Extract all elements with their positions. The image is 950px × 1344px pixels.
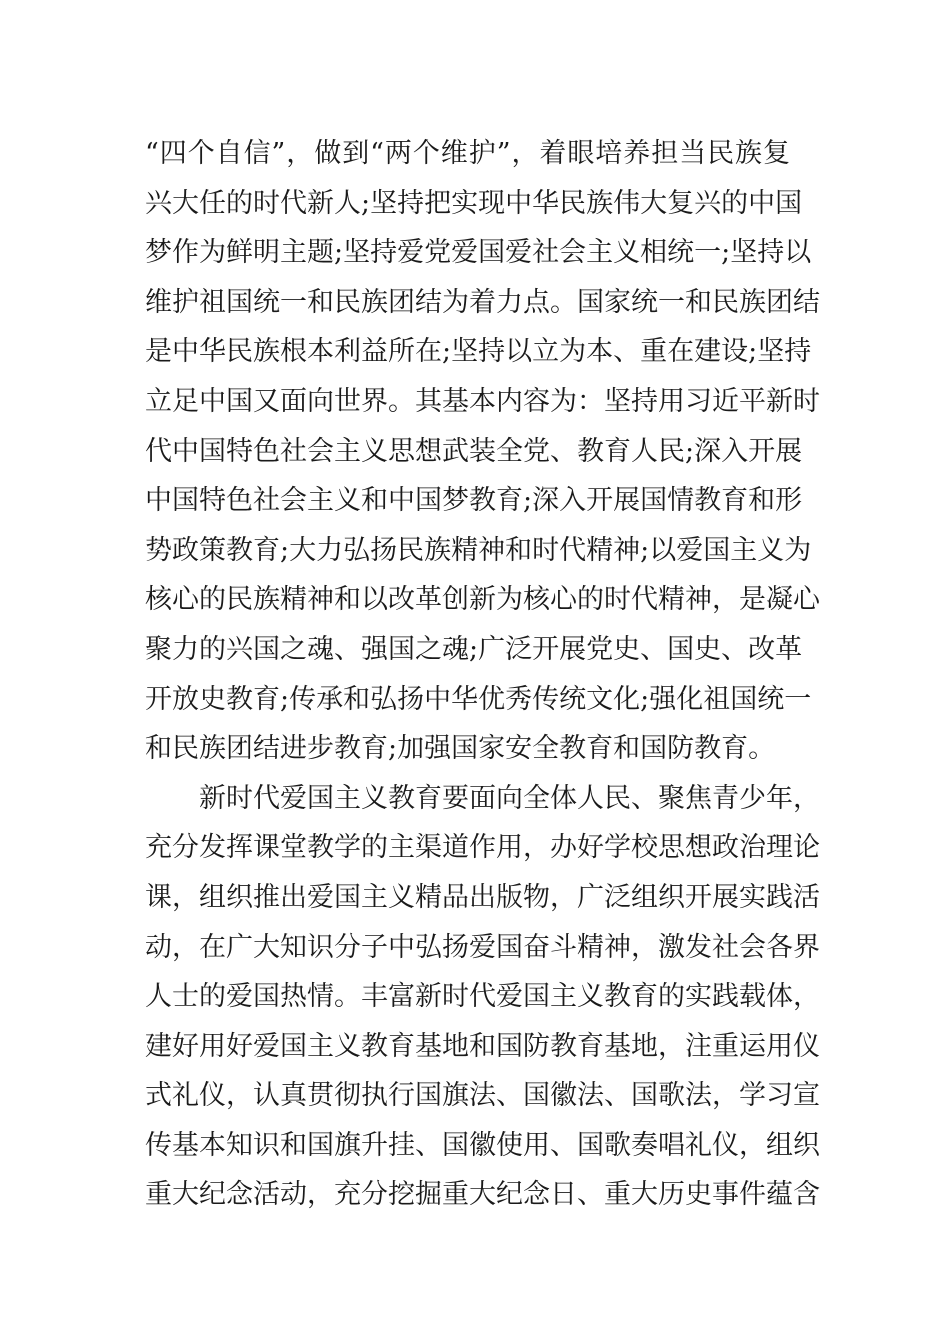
text-line: 和民族团结进步教育;加强国家安全教育和国防教育。 bbox=[145, 733, 776, 765]
text-line: 维护祖国统一和民族团结为着力点。国家统一和民族团结 bbox=[145, 286, 820, 318]
text-line: 充分发挥课堂教学的主渠道作用，办好学校思想政治理论 bbox=[145, 832, 820, 864]
text-line: 势政策教育;大力弘扬民族精神和时代精神;以爱国主义为 bbox=[145, 534, 812, 566]
text-line: 代中国特色社会主义思想武装全党、教育人民;深入开展 bbox=[145, 435, 803, 467]
paragraph-2 bbox=[145, 774, 820, 1220]
text-line: “四个自信”，做到“两个维护”，着眼培养担当民族复 bbox=[145, 138, 790, 169]
text-line: 传基本知识和国旗升挂、国徽使用、国歌奏唱礼仪，组织 bbox=[145, 1129, 820, 1161]
text-line: 是中华民族根本利益所在;坚持以立为本、重在建设;坚持 bbox=[145, 336, 812, 368]
text-line: 开放史教育;传承和弘扬中华优秀传统文化;强化祖国统一 bbox=[145, 683, 812, 715]
text-line: 课，组织推出爱国主义精品出版物，广泛组织开展实践活 bbox=[145, 881, 820, 913]
text-line: 重大纪念活动，充分挖掘重大纪念日、重大历史事件蕴含 bbox=[145, 1179, 820, 1211]
text-line: 动，在广大知识分子中弘扬爱国奋斗精神，激发社会各界 bbox=[145, 931, 820, 963]
text-line: 建好用好爱国主义教育基地和国防教育基地，注重运用仪 bbox=[145, 1030, 820, 1062]
text-line: 聚力的兴国之魂、强国之魂;广泛开展党史、国史、改革 bbox=[145, 633, 803, 665]
text-line: 梦作为鲜明主题;坚持爱党爱国爱社会主义相统一;坚持以 bbox=[145, 237, 812, 269]
text-line: 立足中国又面向世界。其基本内容为：坚持用习近平新时 bbox=[145, 385, 820, 417]
text-line: 兴大任的时代新人;坚持把实现中华民族伟大复兴的中国 bbox=[145, 187, 803, 219]
text-line: 人士的爱国热情。丰富新时代爱国主义教育的实践载体， bbox=[145, 981, 820, 1013]
body-text bbox=[145, 129, 820, 1220]
text-line: 式礼仪，认真贯彻执行国旗法、国徽法、国歌法，学习宣 bbox=[145, 1080, 820, 1112]
paragraph-1 bbox=[145, 129, 820, 774]
text-line: 核心的民族精神和以改革创新为核心的时代精神，是凝心 bbox=[145, 584, 820, 616]
text-line: 新时代爱国主义教育要面向全体人民、聚焦青少年， bbox=[199, 782, 820, 814]
text-line: 中国特色社会主义和中国梦教育;深入开展国情教育和形 bbox=[145, 485, 803, 517]
